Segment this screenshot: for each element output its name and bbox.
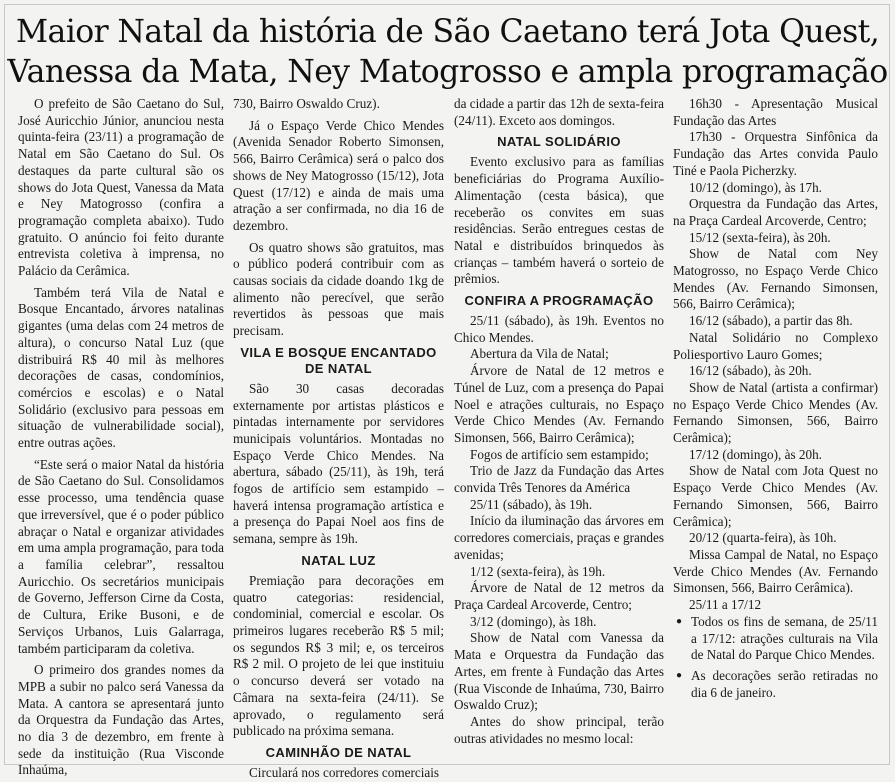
schedule-item: Início da iluminação das árvores em corredores comerciais, praças e grandes avenidas; <box>454 513 664 562</box>
schedule-item: Show de Natal (artista a confirmar) no Espaço Verde Chico Mendes (Av. Fernando Simonsen, 566, Bairro Cerâmica); <box>673 379 878 446</box>
headline <box>0 12 895 92</box>
paragraph: Já o Espaço Verde Chico Mendes (Avenida Senador Roberto Simonsen, 566, Bairro Cerâmica) será o palco dos shows de Ney Matogrosso (15/12), Jota Quest (17/12) e ainda de mais uma atração a ser confirmada, no dia 16 de dezembro. <box>233 117 444 233</box>
schedule-item: Natal Solidário no Complexo Poliesportivo Lauro Gomes; <box>673 329 878 362</box>
schedule-item: Árvore de Natal de 12 metros da Praça Cardeal Arcoverde, Centro; <box>454 580 664 612</box>
schedule-date: 10/12 (domingo), às 17h. <box>689 179 822 195</box>
paragraph: Evento exclusivo para as famílias beneficiárias do Programa Auxílio-Alimentação (cesta básica), que receberão os convites em suas residências. Serão entregues cestas de Natal e distribuídos brinquedos às crianças – também haverá o sorteio de prêmios. <box>454 154 664 287</box>
section-heading-natal-solidario: NATAL SOLIDÁRIO <box>497 134 621 150</box>
schedule-item: Trio de Jazz da Fundação das Artes convida Três Tenores da América <box>454 463 664 496</box>
schedule-item: Fogos de artifício sem estampido; <box>470 446 649 462</box>
schedule-item: 17h30 - Orquestra Sinfônica da Fundação das Artes convida Paulo Tiné e Paola Picherzky. <box>673 129 878 178</box>
headline-line-1: Maior Natal da história de São Caetano terá Jota Quest, <box>15 14 880 50</box>
schedule-date: 25/11 (sábado), às 19h. <box>470 496 593 512</box>
article-column-3 <box>454 96 664 756</box>
paragraph: São 30 casas decoradas externamente por artistas plásticos e pintadas internamente por servidores municipais voluntários. Montadas no Espaço Verde Chico Mendes. Na abertura, sábado (25/11), às 19h, terá fogos de artifício sem estampido – haverá intensa programação artística e a presença do Papai Noel aos fins de semana, sempre às 19h. <box>233 380 444 547</box>
schedule-date: 25/11 a 17/12 <box>689 597 762 613</box>
schedule-item: 25/11 (sábado), às 19h. Eventos no Chico Mendes. <box>454 313 664 345</box>
paragraph: Premiação para decorações em quatro categorias: residencial, condominial, comercial e escolar. Os primeiros lugares receberão R$ 5 mil; os segundos R$ 3 mil; e, os terceiros R$ 2 mil. O projeto de lei que instituiu o concurso deverá ser votado na Câmara na sexta-feira (24/11). Se aprovado, o regulamento será publicado na próxima semana. <box>233 572 444 739</box>
section-heading-natal-luz: NATAL LUZ <box>301 552 376 568</box>
paragraph: Os quatro shows são gratuitos, mas o público poderá contribuir com as causas sociais da cidade doando 1kg de alimento não perecível, que serão revertidos às pessoas que mais precisam. <box>233 239 444 339</box>
section-heading-vila-bosque: VILA E BOSQUE ENCANTADO DE NATAL <box>240 344 437 376</box>
schedule-item: Abertura da Vila de Natal; <box>470 346 609 362</box>
schedule-item: Show de Natal com Vanessa da Mata e Orquestra da Fundação das Artes, em frente à Fundação das Artes (Rua Visconde de Inhaúma, 730, Bairro Oswaldo Cruz); <box>454 630 664 713</box>
schedule-item: Show de Natal com Ney Matogrosso, no Espaço Verde Chico Mendes (Av. Fernando Simonsen, 566, Bairro Cerâmica); <box>673 246 878 312</box>
article-column-4 <box>673 96 878 756</box>
paragraph-continued: 730, Bairro Oswaldo Cruz). <box>233 96 380 111</box>
article-column-1 <box>18 96 224 778</box>
schedule-date: 16/12 (sábado), a partir das 8h. <box>689 313 853 329</box>
headline-line-2: Vanessa da Mata, Ney Matogrosso e ampla programação <box>7 54 888 90</box>
schedule-date: 15/12 (sexta-feira), às 20h. <box>689 229 831 245</box>
schedule-item: 16h30 - Apresentação Musical Fundação das Artes <box>673 96 878 128</box>
bullet-item: ● Todos os fins de semana, de 25/11 a 17/12: atrações culturais na Vila de Natal do Parque Chico Mendes. <box>673 614 878 664</box>
schedule-date: 3/12 (domingo), às 18h. <box>470 613 597 629</box>
schedule-item: Orquestra da Fundação das Artes, na Praça Cardeal Arcoverde, Centro; <box>673 196 878 228</box>
schedule-date: 1/12 (sexta-feira), às 19h. <box>470 563 606 579</box>
paragraph: Também terá Vila de Natal e Bosque Encantado, árvores natalinas gigantes (uma delas com 24 metros de altura), o concurso Natal Luz (que distribuirá R$ 40 mil às melhores decorações de casas, condomínios, comércios e escolas) e o Natal Solidário (exclusivo para pessoas em situação de vulnerabilidade social), entre outras ações. <box>18 284 224 451</box>
section-heading-programacao: CONFIRA A PROGRAMAÇÃO <box>464 293 654 309</box>
schedule-date: 17/12 (domingo), às 20h. <box>689 446 822 462</box>
section-heading-caminhao: CAMINHÃO DE NATAL <box>265 744 412 760</box>
paragraph: O primeiro dos grandes nomes da MPB a subir no palco será Vanessa da Mata. A cantora se apresentará junto da Orquestra da Fundação das Artes, no dia 3 de dezembro, em frente à sede da instituição (Rua Visconde Inhaúma, <box>18 662 224 778</box>
paragraph-continued: da cidade a partir das 12h de sexta-feira (24/11). Exceto aos domingos. <box>454 96 664 128</box>
schedule-date: 16/12 (sábado), às 20h. <box>689 363 812 379</box>
schedule-item: Antes do show principal, terão outras atividades no mesmo local: <box>454 713 664 746</box>
paragraph: O prefeito de São Caetano do Sul, José Auricchio Júnior, anunciou nesta quinta-feira (23/11) a programação de Natal em São Caetano do Sul. Os destaques da parte cultural são os shows do Jota Quest, Vanessa da Mata e Ney Matogrosso (confira a programação completa abaixo). Tudo gratuito. O anúncio foi feito durante entrevista coletiva à imprensa, no Palácio da Cerâmica. <box>18 96 224 279</box>
bullet-item: ● As decorações serão retiradas no dia 6 de janeiro. <box>673 668 878 701</box>
article-column-2 <box>233 96 444 780</box>
schedule-item: Missa Campal de Natal, no Espaço Verde Chico Mendes (Av. Fernando Simonsen, 566, Bairro Cerâmica). <box>673 546 878 596</box>
paragraph: “Este será o maior Natal da história de São Caetano do Sul. Consolidamos esse processo, uma tendência quase que irreversível, que é o poder público abraçar o Natal e organizar atividades em uma ampla programação, para toda a família celebrar”, ressaltou Auricchio. Os secretários municipais de Governo, Jefferson Cirne da Costa, de Cultura, Erike Busoni, e de Serviços Urbanos, Luis Galarraga, também participaram da coletiva. <box>18 456 224 656</box>
schedule-item: Show de Natal com Jota Quest no Espaço Verde Chico Mendes (Av. Fernando Simonsen, 566, Bairro Cerâmica); <box>673 463 878 529</box>
paragraph: Circulará nos corredores comerciais <box>249 764 440 780</box>
schedule-item: Árvore de Natal de 12 metros e Túnel de Luz, com a presença do Papai Noel e atrações culturais, no Espaço Verde Chico Mendes (Av. Fernando Simonsen, 566, Bairro Cerâmica); <box>454 363 664 445</box>
schedule-date: 20/12 (quarta-feira), às 10h. <box>689 530 837 546</box>
